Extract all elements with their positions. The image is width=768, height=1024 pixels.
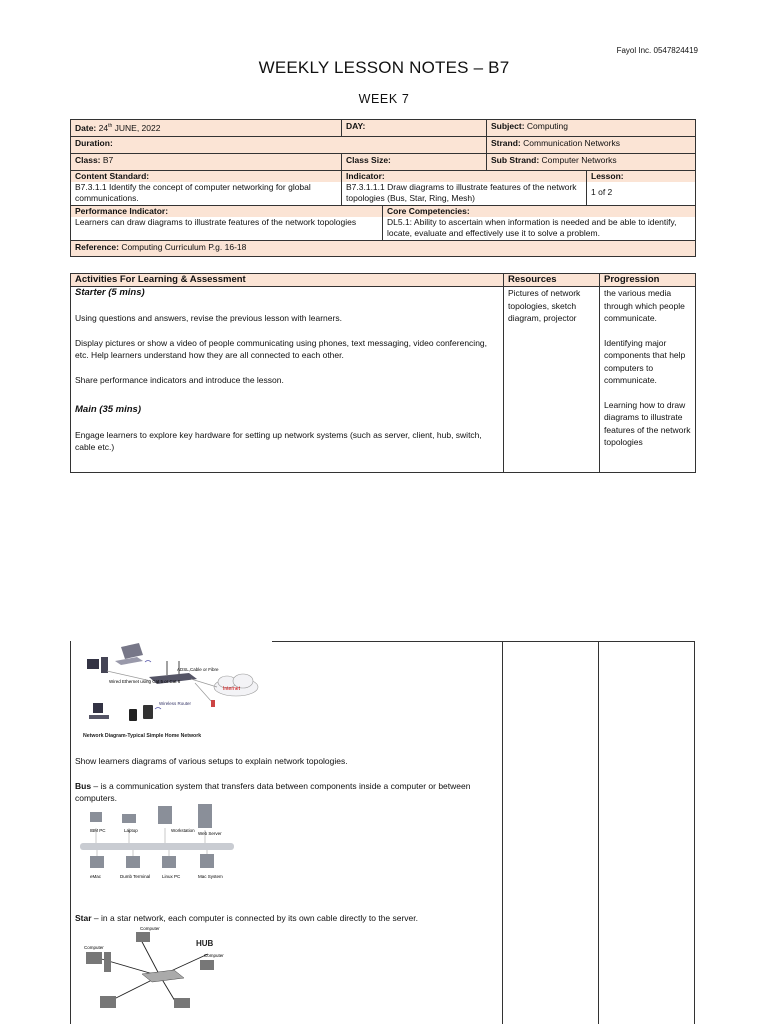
internet-label: Internet (223, 686, 240, 692)
reference-cell: Reference: Computing Curriculum P.g. 16-18 (71, 241, 696, 257)
server-icon (198, 804, 212, 828)
progression-item: Learning how to draw diagrams to illustrate features of the network topologies (604, 400, 691, 448)
progression-item: the various media through which people communicate. (604, 288, 685, 324)
page2-col-divider (502, 641, 503, 1024)
date-cell: Date: 24th JUNE, 2022 (71, 120, 342, 137)
sub-strand-cell: Sub Strand: Computer Networks (487, 154, 696, 171)
lesson-info-table (70, 119, 696, 257)
performance-indicator-cell: Performance Indicator: Learners can draw diagrams to illustrate features of the network topologies (71, 206, 383, 241)
bus-label: eMac (90, 874, 102, 879)
wired-label: Wired Ethernet using Cat 5 or Cat 6 (109, 679, 181, 684)
bus-label: Dumb Terminal (120, 874, 151, 879)
star-text: – in a star network, each computer is connected by its own cable directly to the server. (91, 913, 419, 923)
lesson-cell: Lesson: 1 of 2 (587, 171, 696, 206)
progression-cell (600, 287, 696, 473)
page2-col-divider (598, 641, 599, 1024)
terminal-icon (126, 856, 140, 868)
wall-socket-icon (211, 700, 215, 707)
bus-label: IBM PC (90, 828, 106, 833)
tower-icon (101, 657, 108, 673)
computer-label: Computer (204, 953, 224, 958)
page-title: WEEKLY LESSON NOTES – B7 (258, 58, 510, 77)
computer-label: Computer (84, 945, 104, 950)
indicator-cell: Indicator: B7.3.1.1.1 Draw diagrams to illustrate features of the network topologies (Bus, Star, Ring, Mesh) (342, 171, 587, 206)
computer-icon (200, 854, 214, 868)
subject-cell: Subject: Computing (487, 120, 696, 137)
computer-icon (200, 960, 214, 970)
tower-icon (104, 952, 111, 972)
computer-label: Computer (140, 926, 160, 931)
content-standard-cell: Content Standard: B7.3.1.1 Identify the concept of computer networking for global communications. (71, 171, 342, 206)
adsl-label: ADSL,Cable or Fibre (177, 667, 219, 672)
page2-right-border (694, 641, 695, 1024)
computer-icon (100, 996, 116, 1008)
company-contact: Fayol Inc. 0547824419 (616, 46, 698, 55)
starter-paragraph: Using questions and answers, revise the previous lesson with learners. (75, 312, 342, 323)
duration-cell: Duration: (71, 137, 487, 154)
bus-label: Workstation (171, 828, 195, 833)
workstation-icon (158, 806, 172, 824)
page2-top-border (272, 641, 695, 642)
starter-heading: Starter (5 mins) (75, 287, 145, 299)
computer-icon (162, 856, 176, 868)
desktop-icon (87, 659, 99, 669)
bus-text: – is a communication system that transfers data between components inside a computer or between computers. (75, 781, 471, 804)
home-network-caption: Network Diagram-Typical Simple Home Network (83, 733, 202, 739)
main-heading: Main (35 mins) (75, 404, 141, 416)
hub-label: HUB (196, 939, 214, 948)
strand-cell: Strand: Communication Networks (487, 137, 696, 154)
computer-icon (86, 952, 102, 964)
router-label: Wireless Router (159, 701, 192, 706)
star-definition (75, 912, 497, 924)
activities-table (70, 273, 696, 473)
tablet-icon (143, 705, 153, 719)
progression-header: Progression (600, 274, 696, 287)
laptop-icon (122, 814, 136, 823)
core-competencies-cell: Core Competencies: DL5.1: Ability to ascertain when information is needed and be able to identify, locate, evaluate and effectively use it to solve a problem. (383, 206, 696, 241)
starter-paragraph: Display pictures or show a video of people communicating using phones, text messaging, video conferencing, etc. Help learners understand how they are all connected to each other. (75, 337, 488, 361)
resources-cell: Pictures of network topologies, sketch diagram, projector (504, 287, 600, 473)
activities-header: Activities For Learning & Assessment (71, 274, 504, 287)
class-cell: Class: B7 (71, 154, 342, 171)
phone-icon (129, 709, 137, 721)
bus-topology-diagram (78, 802, 240, 894)
bus-label: Laptop (124, 828, 138, 833)
week-label: WEEK 7 (358, 92, 410, 106)
class-size-cell: Class Size: (342, 154, 487, 171)
activities-cell (71, 287, 504, 473)
star-term: Star (75, 913, 92, 923)
computer-icon (90, 812, 102, 822)
bus-backbone (80, 843, 234, 850)
show-diagrams-text: Show learners diagrams of various setups to explain network topologies. (75, 756, 348, 766)
star-topology-diagram (78, 924, 228, 1024)
main-paragraph: Engage learners to explore key hardware for setting up network systems (such as server, client, hub, switch, cable etc.) (75, 429, 482, 453)
bus-term: Bus (75, 781, 92, 791)
desktop-icon (93, 703, 103, 713)
computer-icon (90, 856, 104, 868)
bus-label: Web Server (198, 831, 222, 836)
resources-header: Resources (504, 274, 600, 287)
bus-label: Mac System (198, 874, 223, 879)
printer-icon (174, 998, 190, 1008)
day-cell: DAY: (342, 120, 487, 137)
bus-label: Linux PC (162, 874, 181, 879)
hub-icon (142, 970, 184, 982)
home-network-diagram (71, 641, 271, 745)
computer-icon (136, 932, 150, 942)
progression-item: Identifying major components that help computers to communicate. (604, 338, 686, 386)
starter-paragraph: Share performance indicators and introduce the lesson. (75, 374, 284, 385)
